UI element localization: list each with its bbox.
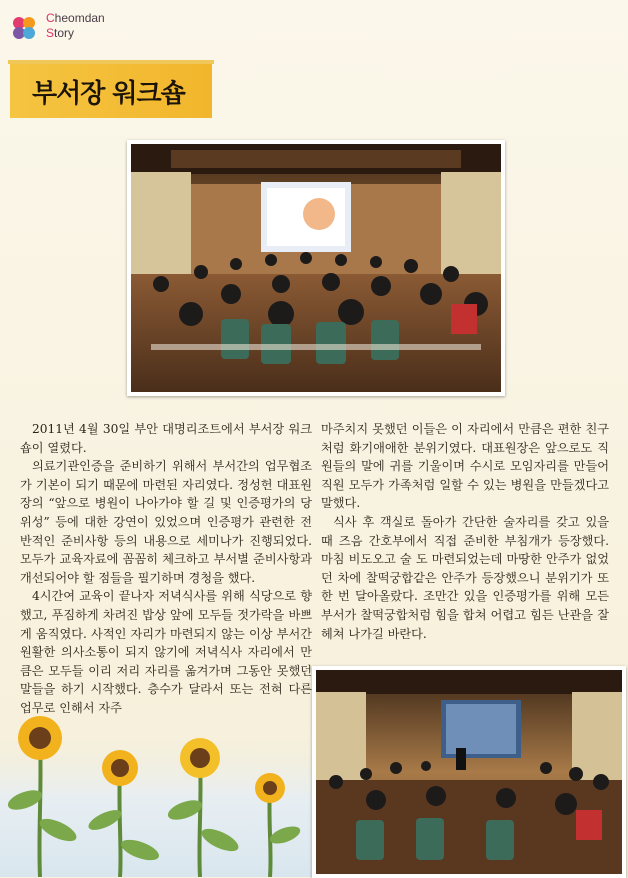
article-paragraph: 식사 후 객실로 돌아가 간단한 술자리를 갖고 있을 때 즈음 간호부에서 직접 준비한 부침개가 등장했다. 마침 비도오고 술 도 마련되었는데 마땅한 안주가 없었던 차에 찰떡궁합같은 안주가 등장했으니 분위기가 또 한 번 달아올랐다. 조만간 있을 인증평가를 위해 모든 부서가 찰떡궁합처럼 힘을 합쳐 어렵고 힘든 난관을 잘 헤쳐 나가길 바란다.: [321, 514, 609, 641]
article-paragraph: 4시간여 교육이 끝나자 저녁식사를 위해 식당으로 향했고, 푸짐하게 차려진 밥상 앞에 모두들 젓가락을 바쁘게 움직였다. 사적인 자리가 마련되지 않는 이상 부서간 원활한 의사소통이 되지 않기에 저녁식사 자리에서 만큼은 모두들 이리 저리 자리를 옮겨가며 그동안 못했던 말들을 하기 시작했다. 층수가 달라서 또는 전혀 다른 업무로 인해서 자주: [20, 589, 312, 715]
page-title: 부서장 워크숍: [32, 79, 185, 109]
article-column-right: [321, 420, 609, 643]
logo-line2-cap: S: [46, 26, 55, 40]
article-column-left: [20, 420, 312, 718]
seminar-room-image: [131, 144, 501, 392]
logo-text: [46, 11, 105, 41]
logo-line1-rest: heomdan: [54, 11, 105, 25]
sunflower-icon: [0, 700, 312, 877]
title-banner: [10, 62, 212, 118]
seminar-room-image-2: [316, 670, 622, 874]
article-paragraph: 마주치지 못했던 이들은 이 자리에서 만큼은 편한 친구처럼 화기애애한 분위기였다. 대표원장은 앞으로도 직원들의 말에 귀를 기울이며 수시로 모임자리를 만들어 직원 모두가 가족처럼 일할 수 있는 병원을 만들겠다고 말했다.: [321, 422, 609, 511]
logo-line2-rest: tory: [54, 26, 75, 40]
article-paragraph: 2011년 4월 30일 부안 대명리조트에서 부서장 워크숍이 열렸다.: [20, 422, 312, 455]
sunflower-illustration: [0, 700, 312, 877]
seminar-photo-wide: [127, 140, 505, 396]
article-paragraph: 의료기관인증을 준비하기 위해서 부서간의 업무협조가 기본이 되기 때문에 마련된 자리였다. 정성헌 대표원장의 “앞으로 병원이 나아가야 할 길 및 인증평가의 당위성” 등에 대한 강연이 있었으며 인증평가 관련한 전반적인 준비사항 등의 내용으로 세미나가 진행되었다. 모두가 교육자료에 꼼꼼히 체크하고 부서별 준비사항과 개선되어야 할 점들을 필기하며 경청을 했다.: [20, 459, 312, 585]
four-petal-logo-icon: [10, 14, 38, 42]
cheomdan-story-logo: [8, 8, 128, 44]
seminar-photo-small: [312, 666, 626, 878]
logo-line1-cap: C: [46, 11, 55, 25]
